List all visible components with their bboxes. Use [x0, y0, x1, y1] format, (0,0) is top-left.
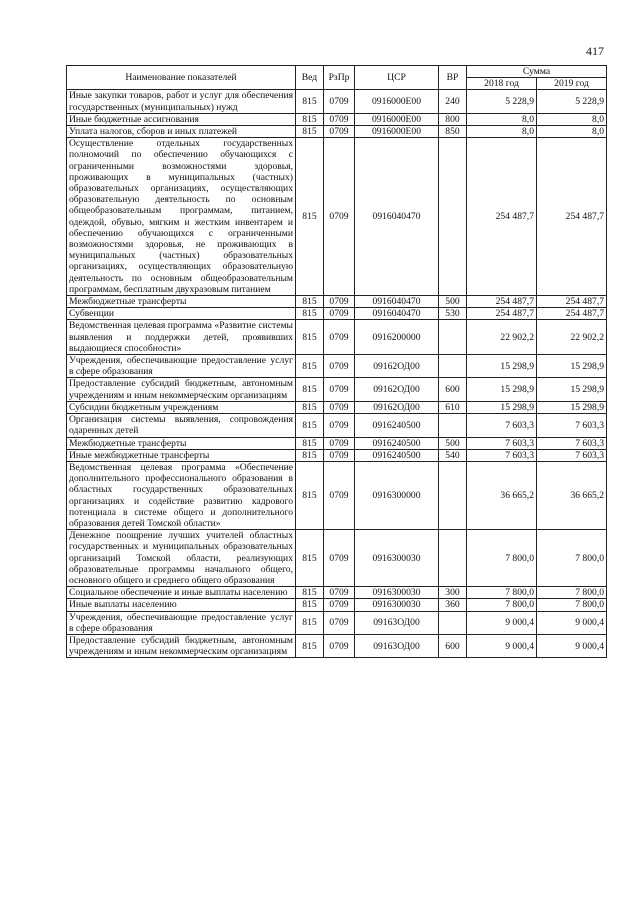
row-rzpr: 0709	[324, 401, 355, 413]
header-sum: Сумма	[467, 66, 607, 78]
row-name: Межбюджетные трансферты	[67, 296, 296, 308]
row-csr: 0916000Е00	[355, 90, 439, 113]
table-row	[67, 378, 607, 401]
row-sum-2018: 9 000,4	[467, 611, 537, 634]
row-sum-2018: 254 487,7	[467, 138, 537, 296]
table-row	[67, 320, 607, 355]
row-name: Организация системы выявления, сопровождения одаренных детей	[67, 414, 296, 437]
row-ved: 815	[296, 113, 324, 125]
row-vr: 360	[439, 599, 467, 611]
row-csr: 0916000Е00	[355, 126, 439, 138]
page-number: 417	[586, 44, 604, 58]
row-vr: 800	[439, 113, 467, 125]
row-vr	[439, 414, 467, 437]
row-name: Социальное обеспечение и иные выплаты населению	[67, 587, 296, 599]
row-sum-2019: 15 298,9	[537, 378, 607, 401]
row-name: Межбюджетные трансферты	[67, 437, 296, 449]
table-row	[67, 401, 607, 413]
row-name: Ведомственная целевая программа «Развитие системы выявления и поддержки детей, проявивших выдающиеся способности»	[67, 320, 296, 355]
row-sum-2019: 8,0	[537, 113, 607, 125]
row-ved: 815	[296, 599, 324, 611]
header-csr: ЦСР	[355, 66, 439, 90]
row-rzpr: 0709	[324, 599, 355, 611]
row-rzpr: 0709	[324, 308, 355, 320]
row-csr: 09162ОД00	[355, 378, 439, 401]
row-name: Иные закупки товаров, работ и услуг для обеспечения государственных (муниципальных) нужд	[67, 90, 296, 113]
row-csr: 0916040470	[355, 296, 439, 308]
row-ved: 815	[296, 308, 324, 320]
row-rzpr: 0709	[324, 587, 355, 599]
table-row	[67, 611, 607, 634]
table-row	[67, 113, 607, 125]
row-rzpr: 0709	[324, 437, 355, 449]
row-rzpr: 0709	[324, 113, 355, 125]
row-sum-2018: 254 487,7	[467, 308, 537, 320]
row-csr: 0916200000	[355, 320, 439, 355]
row-sum-2018: 15 298,9	[467, 355, 537, 378]
row-sum-2019: 36 665,2	[537, 461, 607, 529]
budget-table	[66, 65, 607, 658]
row-ved: 815	[296, 401, 324, 413]
row-ved: 815	[296, 437, 324, 449]
row-csr: 0916300000	[355, 461, 439, 529]
row-csr: 09162ОД00	[355, 355, 439, 378]
row-ved: 815	[296, 587, 324, 599]
row-sum-2019: 7 603,3	[537, 449, 607, 461]
row-name: Иные выплаты населению	[67, 599, 296, 611]
table-row	[67, 461, 607, 529]
row-rzpr: 0709	[324, 449, 355, 461]
header-name: Наименование показателей	[67, 66, 296, 90]
row-name: Предоставление субсидий бюджетным, автономным учреждениям и иным некоммерческим организациям	[67, 378, 296, 401]
row-name: Уплата налогов, сборов и иных платежей	[67, 126, 296, 138]
row-sum-2018: 36 665,2	[467, 461, 537, 529]
row-sum-2018: 15 298,9	[467, 401, 537, 413]
row-vr: 600	[439, 378, 467, 401]
row-csr: 0916300030	[355, 587, 439, 599]
row-sum-2018: 8,0	[467, 113, 537, 125]
row-rzpr: 0709	[324, 296, 355, 308]
row-csr: 0916300030	[355, 530, 439, 587]
row-sum-2019: 7 603,3	[537, 414, 607, 437]
row-sum-2019: 15 298,9	[537, 401, 607, 413]
table-row	[67, 414, 607, 437]
row-csr: 09163ОД00	[355, 611, 439, 634]
row-sum-2019: 7 603,3	[537, 437, 607, 449]
row-sum-2018: 7 603,3	[467, 449, 537, 461]
header-ved: Вед	[296, 66, 324, 90]
row-sum-2018: 22 902,2	[467, 320, 537, 355]
row-sum-2019: 22 902,2	[537, 320, 607, 355]
row-sum-2019: 7 800,0	[537, 599, 607, 611]
header-year-2018: 2018 год	[467, 78, 537, 90]
row-ved: 815	[296, 138, 324, 296]
row-sum-2019: 254 487,7	[537, 296, 607, 308]
row-ved: 815	[296, 296, 324, 308]
row-vr: 500	[439, 296, 467, 308]
row-name: Иные бюджетные ассигнования	[67, 113, 296, 125]
row-rzpr: 0709	[324, 138, 355, 296]
row-name: Денежное поощрение лучших учителей областных государственных и муниципальных образовательных организаций Томской области, реализующих образовательные программы начального общего, основного общего и среднего общего образования	[67, 530, 296, 587]
row-csr: 0916040470	[355, 138, 439, 296]
row-csr: 0916240500	[355, 437, 439, 449]
row-sum-2018: 254 487,7	[467, 296, 537, 308]
row-vr	[439, 611, 467, 634]
row-rzpr: 0709	[324, 414, 355, 437]
row-csr: 0916240500	[355, 414, 439, 437]
header-vr: ВР	[439, 66, 467, 90]
row-csr: 0916000Е00	[355, 113, 439, 125]
row-sum-2018: 5 228,9	[467, 90, 537, 113]
row-rzpr: 0709	[324, 320, 355, 355]
row-ved: 815	[296, 530, 324, 587]
row-rzpr: 0709	[324, 611, 355, 634]
row-name: Иные межбюджетные трансферты	[67, 449, 296, 461]
table-row	[67, 599, 607, 611]
row-name: Субсидии бюджетным учреждениям	[67, 401, 296, 413]
table-row	[67, 90, 607, 113]
row-rzpr: 0709	[324, 90, 355, 113]
row-sum-2019: 15 298,9	[537, 355, 607, 378]
table-row	[67, 296, 607, 308]
row-sum-2018: 15 298,9	[467, 378, 537, 401]
row-ved: 815	[296, 90, 324, 113]
header-rzpr: РзПр	[324, 66, 355, 90]
row-vr: 540	[439, 449, 467, 461]
row-name: Учреждения, обеспечивающие предоставление услуг в сфере образования	[67, 611, 296, 634]
row-sum-2019: 5 228,9	[537, 90, 607, 113]
row-sum-2018: 7 603,3	[467, 437, 537, 449]
row-sum-2019: 9 000,4	[537, 634, 607, 657]
row-ved: 815	[296, 126, 324, 138]
row-ved: 815	[296, 414, 324, 437]
row-ved: 815	[296, 378, 324, 401]
row-vr: 500	[439, 437, 467, 449]
row-sum-2019: 254 487,7	[537, 138, 607, 296]
row-sum-2018: 9 000,4	[467, 634, 537, 657]
row-sum-2018: 7 800,0	[467, 587, 537, 599]
row-sum-2018: 7 800,0	[467, 530, 537, 587]
row-sum-2018: 8,0	[467, 126, 537, 138]
row-vr: 850	[439, 126, 467, 138]
row-vr: 610	[439, 401, 467, 413]
row-name: Осуществление отдельных государственных полномочий по обеспечению обучающихся с ограниченными возможностями здоровья, проживающих в муниципальных (частных) образовательных организациях, осуществляющих образовательную деятельность по основным общеобразовательным программам, питанием, одеждой, обувью, мягким и жестким инвентарем и обеспечению обучающихся с ограниченными возможностями здоровья, не проживающих в муниципальных (частных) образовательных организациях, осуществляющих образовательную деятельность по основным общеобразовательным программам, бесплатным двухразовым питанием	[67, 138, 296, 296]
table-row	[67, 138, 607, 296]
row-ved: 815	[296, 449, 324, 461]
row-vr	[439, 461, 467, 529]
row-csr: 0916300030	[355, 599, 439, 611]
row-sum-2018: 7 603,3	[467, 414, 537, 437]
table-row	[67, 308, 607, 320]
row-rzpr: 0709	[324, 126, 355, 138]
row-rzpr: 0709	[324, 355, 355, 378]
row-csr: 09162ОД00	[355, 401, 439, 413]
row-sum-2019: 8,0	[537, 126, 607, 138]
row-csr: 0916240500	[355, 449, 439, 461]
row-ved: 815	[296, 355, 324, 378]
row-sum-2019: 7 800,0	[537, 530, 607, 587]
table-row	[67, 437, 607, 449]
row-ved: 815	[296, 634, 324, 657]
row-rzpr: 0709	[324, 634, 355, 657]
row-csr: 09163ОД00	[355, 634, 439, 657]
row-name: Учреждения, обеспечивающие предоставление услуг в сфере образования	[67, 355, 296, 378]
row-rzpr: 0709	[324, 530, 355, 587]
table-row	[67, 126, 607, 138]
row-vr	[439, 355, 467, 378]
row-vr: 300	[439, 587, 467, 599]
row-vr	[439, 530, 467, 587]
row-ved: 815	[296, 611, 324, 634]
table-row	[67, 530, 607, 587]
row-name: Ведомственная целевая программа «Обеспечение дополнительного профессионального образования в областных государственных образовательных организациях и содействие развитию кадрового потенциала в системе общего и дополнительного образования детей Томской области»	[67, 461, 296, 529]
row-vr	[439, 320, 467, 355]
row-vr: 530	[439, 308, 467, 320]
row-sum-2019: 254 487,7	[537, 308, 607, 320]
row-rzpr: 0709	[324, 461, 355, 529]
row-sum-2019: 9 000,4	[537, 611, 607, 634]
row-csr: 0916040470	[355, 308, 439, 320]
row-vr	[439, 138, 467, 296]
table-row	[67, 355, 607, 378]
table-row	[67, 634, 607, 657]
table-row	[67, 587, 607, 599]
row-ved: 815	[296, 320, 324, 355]
table-row	[67, 449, 607, 461]
row-ved: 815	[296, 461, 324, 529]
row-rzpr: 0709	[324, 378, 355, 401]
row-sum-2019: 7 800,0	[537, 587, 607, 599]
header-year-2019: 2019 год	[537, 78, 607, 90]
row-sum-2018: 7 800,0	[467, 599, 537, 611]
row-vr: 240	[439, 90, 467, 113]
row-vr: 600	[439, 634, 467, 657]
row-name: Предоставление субсидий бюджетным, автономным учреждениям и иным некоммерческим организациям	[67, 634, 296, 657]
row-name: Субвенции	[67, 308, 296, 320]
